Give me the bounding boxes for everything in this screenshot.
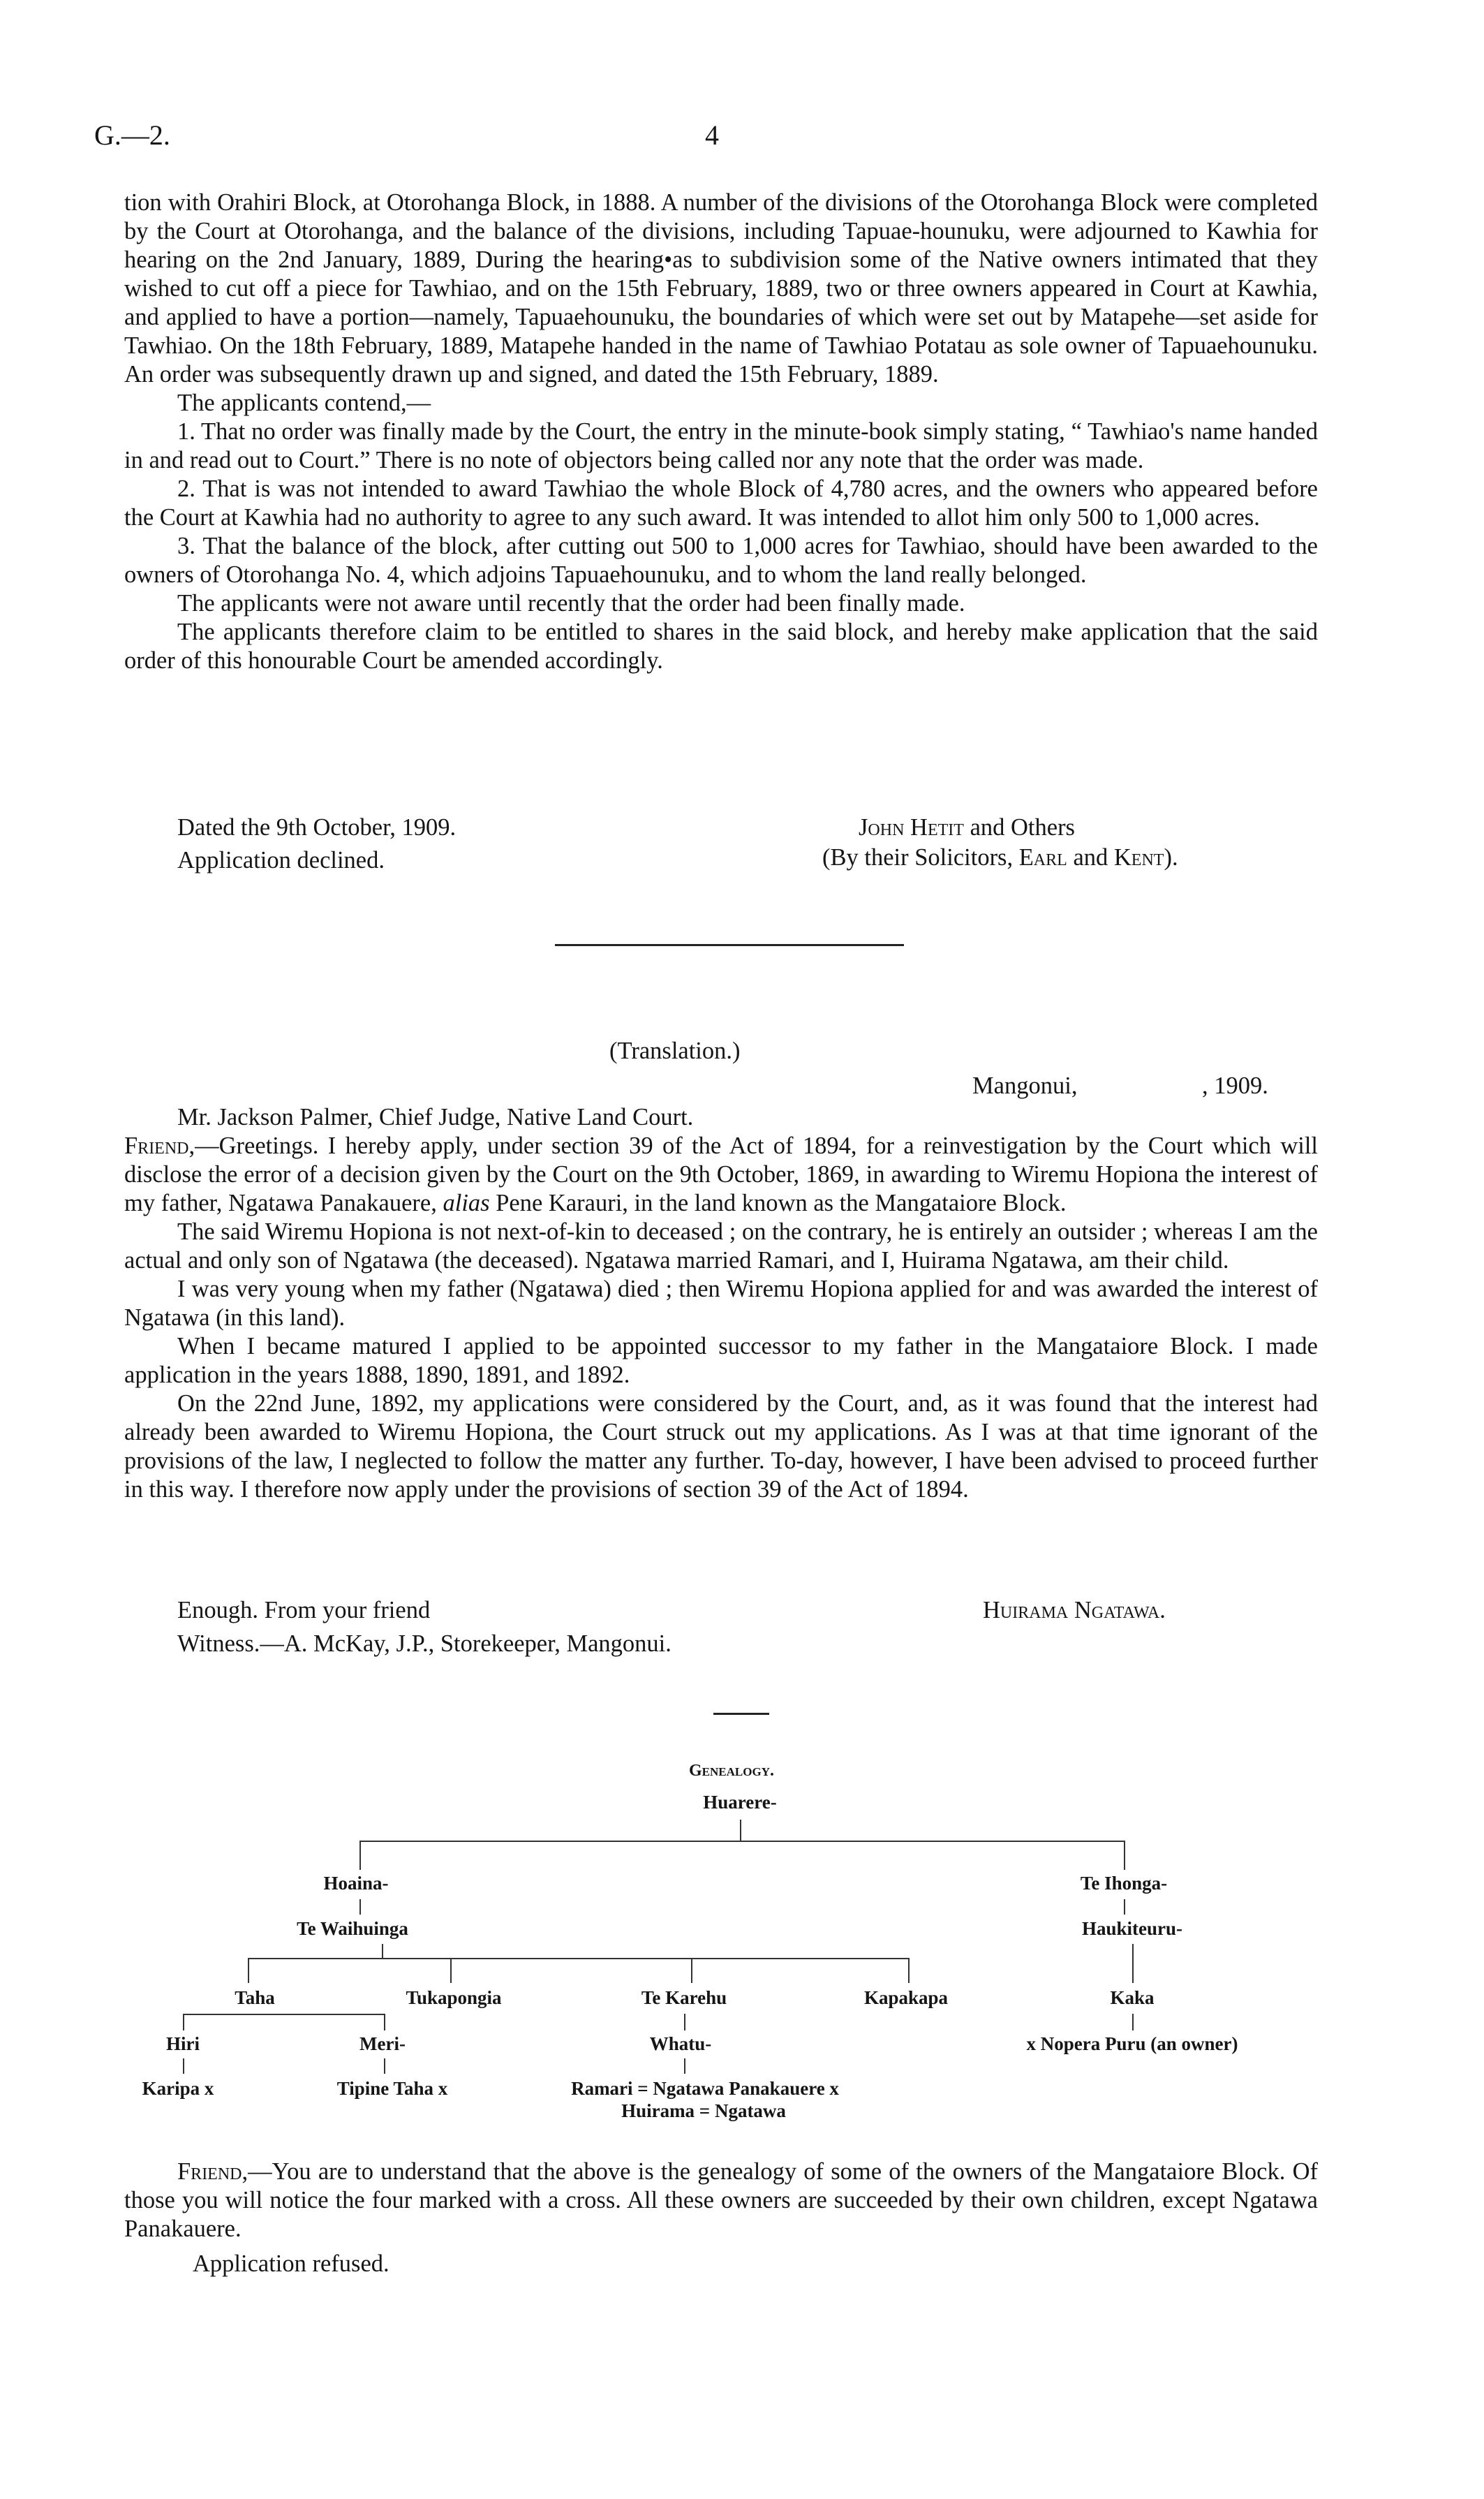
section-hetit-application [124,189,1318,675]
list-item: 3. That the balance of the block, after cutting out 500 to 1,000 acres for Tawhiao, should have been awarded to the owners of Otorohanga No. 4, which adjoins Tapuaehounuku, and to whom the land really belonged. [124,533,1318,588]
alias-word: alias [443,1190,490,1216]
year-line: , 1909. [1202,1072,1268,1099]
gen-te-ihonga: Te Ihonga- [1080,1873,1168,1894]
gen-line [1132,2014,1134,2030]
gen-line [740,1820,741,1841]
gen-line [248,1958,910,1959]
paragraph: The applicants contend,— [177,390,431,416]
paragraph [124,1132,1318,1218]
signature-huirama: Huirama Ngatawa. [983,1597,1166,1623]
gen-line [359,1899,361,1915]
gen-haukiteuru: Haukiteuru- [1081,1918,1183,1939]
signature-name: John Hetit [859,814,964,841]
decision-declined: Application declined. [177,847,385,873]
list-item: 1. That no order was finally made by the Court, the entry in the minute-book simply stating, “ Tawhiao's name handed in and read out to Court.” There is no note of objectors being called nor any note that the order was made. [124,418,1318,473]
gen-line [684,2014,685,2030]
gen-ramari-ngatawa: Ramari = Ngatawa Panakauere x [571,2078,839,2099]
gen-hiri: Hiri [166,2033,200,2054]
paragraph: The applicants were not aware until recently that the order had been finally made. [177,590,965,617]
section-divider [555,944,904,946]
gen-line [384,2014,385,2030]
solicitors-post: ). [1164,844,1178,871]
gen-taha: Taha [235,1987,275,2008]
page-number: 4 [705,119,719,151]
friend-word: Friend [124,1133,189,1159]
enough-line: Enough. From your friend [177,1597,431,1623]
paragraph: On the 22nd June, 1892, my applications were considered by the Court, and, as it was found that the interest had already been awarded to Wiremu Hopiona, the Court struck out my applications. As I was at that time ignorant of the provisions of the law, I neglected to follow the matter any further. To-day, however, I have been advised to proceed further in this way. I therefore now apply under the provisions of section 39 of the Act of 1894. [124,1390,1318,1503]
gen-line [1124,1841,1125,1870]
gen-line [359,1841,361,1870]
gen-tukapongia: Tukapongia [406,1987,502,2008]
gen-meri: Meri- [359,2033,406,2054]
place-line: Mangonui, [972,1072,1078,1099]
solicitor-kent: Kent [1113,844,1164,871]
paragraph-text: ,—You are to understand that the above is the genealogy of some of the owners of the Mangataiore Block. Of those you will notice the four marked with a cross. All these owners are succeeded by their own children, except Ngatawa Panakauere. [124,2158,1318,2242]
gen-line [908,1958,910,1983]
gen-line [384,2058,385,2074]
gen-line [684,2058,685,2074]
solicitors-and: and [1067,844,1114,871]
solicitors-line [822,843,1178,872]
signature-rest: and Others [963,814,1075,841]
gen-line [1132,1944,1134,1983]
gen-line [183,2014,385,2015]
section-divider [713,1713,769,1715]
gen-tipine-taha: Tipine Taha x [336,2078,448,2099]
gen-huarere: Huarere- [703,1792,777,1813]
paragraph: When I became matured I applied to be appointed successor to my father in the Mangataiore Block. I made application in the years 1888, 1890, 1891, and 1892. [124,1333,1318,1388]
gen-line [359,1841,1125,1842]
solicitors-pre: (By their Solicitors, [822,844,1019,871]
gen-hoaina: Hoaina- [323,1873,389,1894]
paragraph-text: ,—Greetings. I hereby apply, under section 39 of the Act of 1894, for a reinvestigation by the Court which will disclose the error of a decision given by the Court on the 9th October, 1869, in awarding to Wiremu Hopiona the interest of my father, Ngatawa Panakauere, [124,1133,1318,1216]
gen-line [450,1958,452,1983]
gen-line [248,1958,249,1983]
addressee-line: Mr. Jackson Palmer, Chief Judge, Native Land Court. [177,1104,694,1130]
paragraph-text: Pene Karauri, in the land known as the Mangataiore Block. [489,1190,1067,1216]
gen-te-karehu: Te Karehu [641,1987,727,2008]
dated-line: Dated the 9th October, 1909. [177,814,457,841]
list-item: 2. That is was not intended to award Tawhiao the whole Block of 4,780 acres, and the owners who appeared before the Court at Kawhia had no authority to agree to any such award. It was intended to allot him only 500 to 1,000 acres. [124,476,1318,531]
section-genealogy-note [124,2158,1318,2243]
paragraph [124,2158,1318,2243]
paragraph: The applicants therefore claim to be entitled to shares in the said block, and hereby make application that the said order of this honourable Court be amended accordingly. [124,619,1318,674]
gen-line [183,2014,184,2030]
gen-te-waihuinga: Te Waihuinga [297,1918,408,1939]
section-ngatawa-application [124,1132,1318,1504]
page-ref: G.—2. [94,119,170,151]
paragraph: I was very young when my father (Ngatawa) died ; then Wiremu Hopiona applied for and was awarded the interest of Ngatawa (in this land). [124,1276,1318,1331]
gen-kaka: Kaka [1110,1987,1155,2008]
gen-karipa: Karipa x [142,2078,214,2099]
gen-line [183,2058,184,2074]
paragraph: The said Wiremu Hopiona is not next-of-kin to deceased ; on the contrary, he is entirely an outsider ; whereas I am the actual and only son of Ngatawa (the deceased). Ngatawa married Ramari, and I, Huirama Ngatawa, am their child. [124,1218,1318,1274]
gen-line [1124,1899,1125,1915]
gen-line [382,1944,383,1958]
genealogy-heading: Genealogy. [689,1762,774,1780]
solicitor-earl: Earl [1018,844,1067,871]
translation-heading: (Translation.) [609,1038,741,1064]
gen-nopera-puru: x Nopera Puru (an owner) [1026,2033,1238,2054]
signature-line [859,813,1075,842]
gen-huirama-ngatawa: Huirama = Ngatawa [621,2100,786,2121]
gen-line [691,1958,692,1983]
friend-word: Friend [177,2158,242,2185]
gen-kapakapa: Kapakapa [863,1987,949,2008]
decision-refused: Application refused. [193,2250,389,2277]
witness-line: Witness.—A. McKay, J.P., Storekeeper, Mangonui. [177,1630,671,1657]
gen-whatu: Whatu- [649,2033,712,2054]
paragraph: tion with Orahiri Block, at Otorohanga Block, in 1888. A number of the divisions of the Otorohanga Block were completed by the Court at Otorohanga, and the balance of the divisions, including Tapuae-hounuku, were adjourned to Kawhia for hearing on the 2nd January, 1889, During the hearing•as to subdivision some of the Native owners intimated that they wished to cut off a piece for Tawhiao, and on the 15th February, 1889, two or three owners appeared in Court at Kawhia, and applied to have a portion—namely, Tapuaehounuku, the boundaries of which were set out by Matapehe—set aside for Tawhiao. On the 18th February, 1889, Matapehe handed in the name of Tawhiao Potatau as sole owner of Tapuaehounuku. An order was subsequently drawn up and signed, and dated the 15th February, 1889. [124,189,1318,388]
